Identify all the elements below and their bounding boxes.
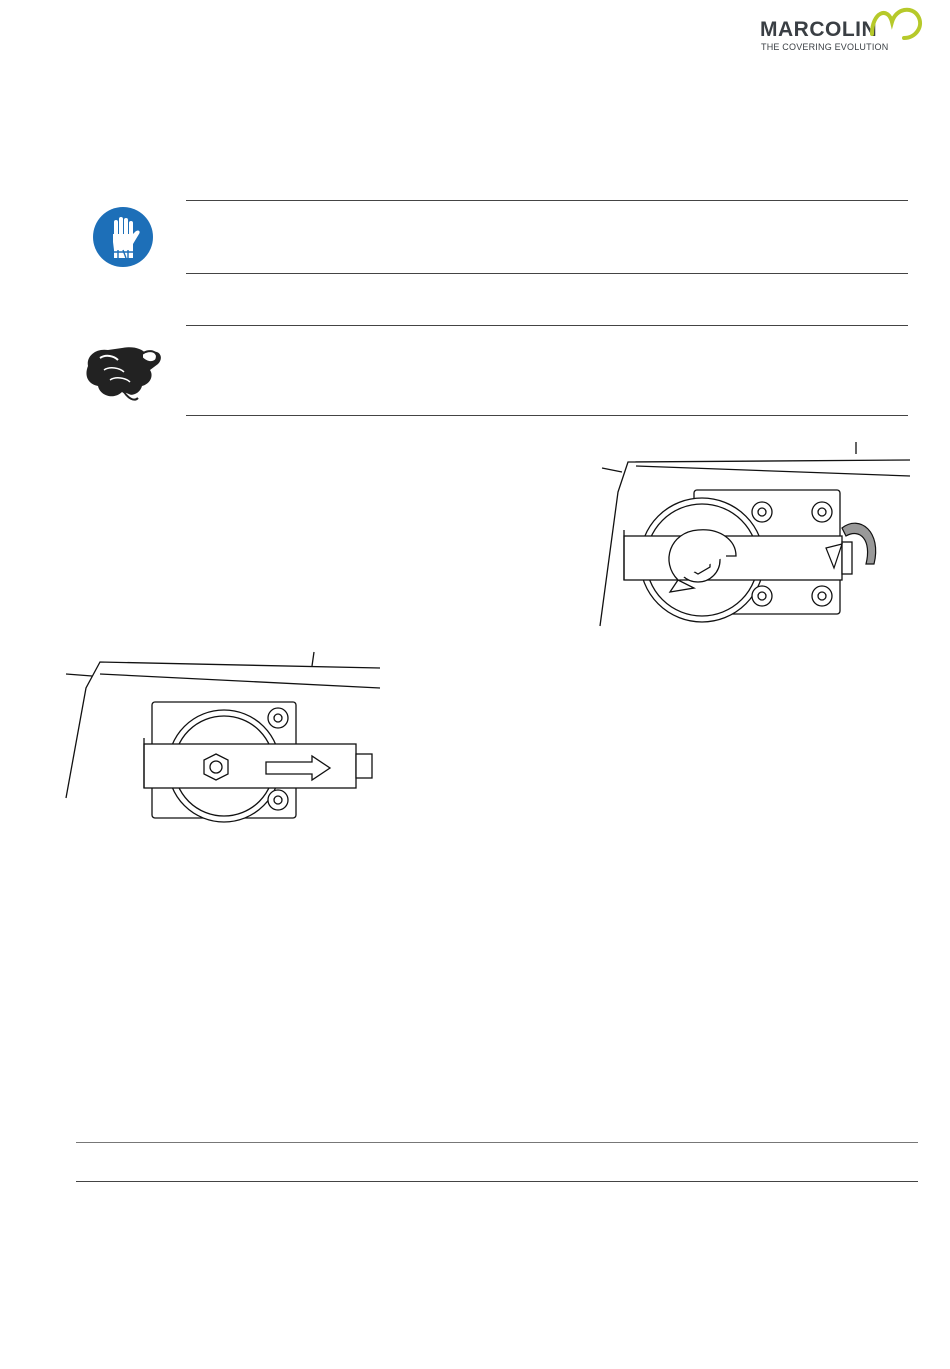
wheel-bracket-rotation-figure [590,432,920,632]
notice-bottom-rule [186,273,908,274]
logo-tagline: THE COVERING EVOLUTION [761,42,889,52]
logo-wordmark: MARCOLIN [760,18,878,41]
notice-top-rule [186,325,908,326]
protective-gloves-icon [92,206,154,268]
wheel-bracket-slide-figure [60,648,390,828]
footer-bottom-rule [76,1181,918,1182]
notice-top-rule [186,200,908,201]
footer-top-rule [76,1142,918,1143]
company-logo [760,4,925,54]
notice-bottom-rule [186,415,908,416]
logo-swoosh-icon [868,4,926,44]
pointing-hand-icon [80,336,170,406]
